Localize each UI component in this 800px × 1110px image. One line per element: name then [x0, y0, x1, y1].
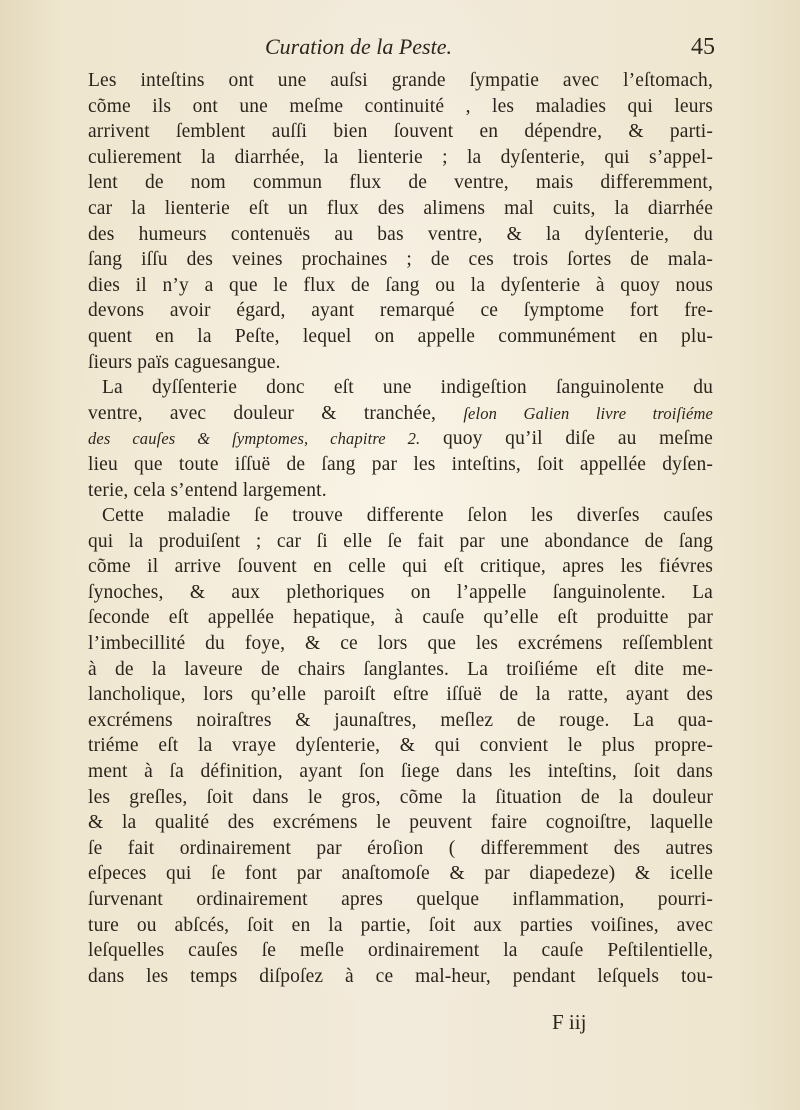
text-line: qui la produiſent ; car ſi elle ſe fait par une abondance de ſang — [88, 530, 713, 552]
text-line: eſpeces qui ſe font par anaſtomoſe & par diapedeze) & icelle — [88, 863, 713, 885]
text-line: ment à ſa définition, ayant ſon ſiege dans les inteſtins, ſoit dans — [88, 761, 713, 783]
body-text — [88, 68, 713, 989]
text-line: dies il n’y a que le flux de ſang ou la dyſenterie à quoy nous — [88, 274, 713, 296]
text-line: Les inteſtins ont une auſsi grande ſympatie avec l’eſtomach, — [88, 70, 713, 91]
text-line: ſurvenant ordinairement apres quelque inflammation, pourri- — [88, 889, 713, 910]
citation-text: des cauſes & ſymptomes, chapitre 2. — [88, 429, 421, 449]
text-line: lent de nom commun flux de ventre, mais differemment, — [88, 172, 713, 194]
text-line: car la lienterie eſt un flux des alimens mal cuits, la diarrhée — [88, 197, 713, 219]
text-run: lieu que toute iſſuë de ſang par les inteſtins, ſoit appellée dyſen- — [88, 453, 713, 475]
text-run: quoy qu’il diſe au meſme — [420, 428, 713, 450]
text-line: dans les temps diſpoſez à ce mal-heur, pendant leſquels tou- — [88, 965, 713, 987]
text-line: & la qualité des excrémens le peuvent faire cognoiſtre, laquelle — [88, 812, 713, 834]
text-line — [88, 478, 713, 504]
page-number: 45 — [691, 34, 715, 60]
text-line: les greſles, ſoit dans le gros, cõme la ſituation de la douleur — [88, 786, 713, 808]
text-line — [88, 452, 713, 478]
text-line: l’imbecillité du foye, & ce lors que les excrémens reſſemblent — [88, 633, 713, 655]
text-run: terie, cela s’entend largement. — [88, 479, 327, 501]
citation-text: ſelon Galien livre troiſiéme — [463, 403, 713, 423]
text-line: Cette maladie ſe trouve differente ſelon les diverſes cauſes — [102, 505, 713, 527]
text-line — [88, 426, 713, 452]
text-line: ſeconde eſt appellée hepatique, à cauſe qu’elle eſt produitte par — [88, 607, 713, 629]
text-line: culierement la diarrhée, la lienterie ; la dyſenterie, qui s’appel- — [88, 146, 713, 168]
text-line: quent en la Peſte, lequel on appelle communément en plu- — [88, 325, 713, 347]
page-header — [90, 28, 715, 68]
page-footer — [90, 1010, 715, 1046]
text-line: ſang iſſu des veines prochaines ; de ces trois ſortes de mala- — [88, 249, 713, 271]
text-line: ture ou abſcés, ſoit en la partie, ſoit aux parties voiſines, avec — [88, 914, 713, 936]
text-line: leſquelles cauſes ſe meſle ordinairement la cauſe Peſtilentielle, — [88, 940, 713, 962]
text-line — [88, 375, 713, 401]
signature-mark: F iij — [552, 1010, 587, 1034]
text-line: devons avoir égard, ayant remarqué ce ſymptome fort fre- — [88, 300, 713, 322]
text-run: La dyſſenterie donc eſt une indigeſtion ſanguinolente du — [102, 377, 713, 399]
text-line: ſieurs païs caguesangue. — [88, 351, 281, 373]
text-line — [88, 401, 713, 427]
text-line: ſynoches, & aux plethoriques on l’appelle ſanguinolente. La — [88, 581, 713, 603]
text-line: arrivent ſemblent auſſi bien ſouvent en dépendre, & parti- — [88, 121, 713, 143]
text-line: triéme eſt la vraye dyſenterie, & qui convient le plus propre- — [88, 735, 713, 757]
text-line: cõme ils ont une meſme continuité , les maladies qui leurs — [88, 95, 713, 117]
text-run: ventre, avec douleur & tranchée, — [88, 402, 464, 424]
text-line: des humeurs contenuës au bas ventre, & la dyſenterie, du — [88, 223, 713, 245]
text-line: à de la laveure de chairs ſanglantes. La troiſiéme eſt dite me- — [88, 658, 713, 680]
text-line: cõme il arrive ſouvent en celle qui eſt critique, apres les fiévres — [88, 556, 713, 578]
text-line: lancholique, lors qu’elle paroiſt eſtre iſſuë de la ratte, ayant des — [88, 684, 713, 706]
text-line: ſe fait ordinairement par éroſion ( differemment des autres — [88, 837, 713, 859]
running-title: Curation de la Peste. — [265, 34, 452, 59]
text-line: excrémens noiraſtres & jaunaſtres, meſlez de rouge. La qua- — [88, 709, 713, 731]
